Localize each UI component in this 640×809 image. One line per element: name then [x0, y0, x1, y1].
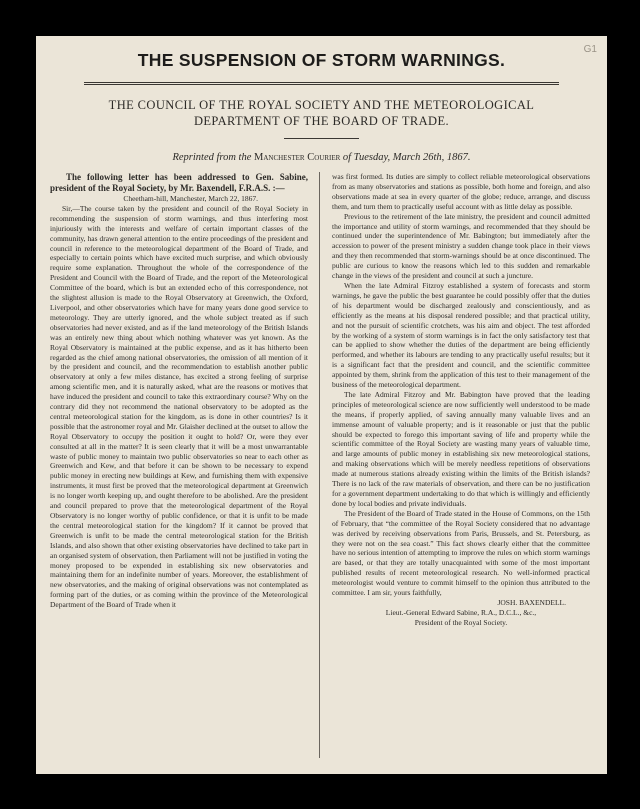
letter-intro: The following letter has been addressed to Gen. Sabine, president of the Royal Society, by Mr. Baxendell, F.R.A.S. :—	[50, 172, 308, 193]
letter-body-left: Sir,—The course taken by the president and council of the Royal Society in recommending the suspension of storm warnings, and thus interfering most injuriously with the interests and welfare of certain important classes of the community, has drawn general attention to the entire proceedings of the president and council in reference to the meteorological department of the Board of Trade, and especially to certain points which have excited much surprise, and which obviously require some explanation. Throughout the whole of the correspondence of the President and Council with the Board of Trade, and the report of the Meteorological Committee of the board, which is but an extended echo of this correspondence, not the slightest allusion is made to the Royal Observatory at Greenwich, the Oxford, Liverpool, and other observatories which have for many years done good service to meteorology. They are utterly ignored, and the whole subject treated as if such observatories had never existed, and as if the land meteorology of the British Islands was an entirely new thing about which nothing whatever was yet known. As the Royal Observatory is maintained at the public expense, and as it has hitherto been regarded as the chief among national observatories, the omission of all mention of it by the president and council, and the recommendation to establish another public observatory at only a few miles distance, has excited a strong feeling of surprise among scientific men, and it is naturally asked, what are the reasons or motives that have induced the president and council to take this extraordinary course? Why on the contrary did they not recommend the national observatory to be adopted as the central meteorological station for the kingdom, as is done in other countries? Is it possible that the astronomer royal and Mr. Glaisher declined at the outset to allow the Royal Observatory to occupy the position it ought to hold? Or, were they ever consulted at all in the matter? It is seen clearly that it will be a most unwarrantable waste of public money to maintain two public observatories so near to each other as Greenwich and Kew, and that before it can be shown to be necessary to expend public money in erecting new buildings at Kew, and furnishing them with expensive instruments, it must first be proved that the meteorological department at Greenwich is no longer worth keeping up, and ought therefore to be abolished. Are the president and council prepared to prove that the meteorological department of the Royal Observatory is no longer worthy of public confidence, or that it is unfit to be made the central meteorological station for the kingdom? If it cannot be proved that Greenwich is unfit to be made the central meteorological station for the British Islands, and also shown that other existing observatories have declined to take part in an organised system of observation, then Parliament will not be justified in voting the money proposed to be expended in establishing six new observatories and maintaining them for an indefinite number of years. Moreover, the establishment of new observatories, and the making of original observations was not contemplated as forming part of the duties, or as coming within the province of the Meteorological Department of the Board of Trade when it	[50, 203, 308, 610]
left-column	[50, 172, 308, 610]
letter-paragraph: When the late Admiral Fitzroy established a system of forecasts and storm warnings, he gave the public the best guarantee he could possibly offer that the duties of his department would be discharged zealously and conscientiously, and as efficiently as the means at his disposal rendered possible; and that practical utility, and not the pursuit of scientific crotchets, was his aim and object. The test afforded by the working of a system of storm warnings is in fact the only satisfactory test that can be applied to show whether the duties of the department are being efficiently performed, and whether its labours are tending to any practically useful results; but it is a significant fact that the president and council, and the scientific committee appointed by them, shrink from the application of this test to their management of the business of the meteorological department.	[332, 280, 590, 390]
letter-addressee-title: President of the Royal Society.	[414, 617, 508, 627]
letter-paragraph: Previous to the retirement of the late ministry, the president and council admitted the importance and utility of storm warnings, and recommended that they should be continued under the superintendence of Mr. Babington; but immediately after the accession to power of the present ministry a sudden change took place in their views and they then recommended that storm-warnings should be at once discontinued. The public are curious to know the reasons which led to this sudden and remarkable change in the views of the president and council at such a juncture.	[332, 211, 590, 281]
column-divider	[319, 172, 320, 758]
page-title: THE SUSPENSION OF STORM WARNINGS.	[137, 50, 506, 70]
letter-dateline: Cheetham-hill, Manchester, March 22, 1867.	[123, 194, 258, 203]
reprint-newspaper: Manchester Courier	[254, 152, 341, 163]
right-column	[332, 172, 590, 628]
letter-signature: JOSH. BAXENDELL.	[497, 597, 566, 607]
archive-mark: G1	[583, 44, 597, 55]
letter-paragraph: was first formed. Its duties are simply to collect reliable meteorological observations from as many observatories and stations as possible, both home and foreign, and also observations made at sea in every quarter of the globe; reduce, arrange, and discuss them, and turn them to practically useful account with as little delay as possible.	[332, 172, 590, 211]
reprint-line	[36, 152, 607, 163]
newspaper-page	[36, 36, 607, 774]
reprint-prefix: Reprinted from the	[172, 152, 252, 163]
letter-paragraph: The late Admiral Fitzroy and Mr. Babington have proved that the leading principles of meteorological science are now sufficiently well understood to be made the means, if properly applied, of saving annually many valuable lives and an immense amount of valuable property; and is it reasonable or just that the public should be expected to forego this important saving of life and property while the scientific committee of the Royal Society are wasting many years of valuable time, and large amounts of public money in establishing six new meteorological stations, and making observations which will be merely needless repetitions of observations made at numerous stations already existing within the limits of the British islands? There is no lack of the raw materials of observation, and there can be no justification for a government department undertaking to do that which is willingly and efficiently done by local bodies and private individuals.	[332, 389, 590, 508]
subtitle: THE COUNCIL OF THE ROYAL SOCIETY AND THE METEOROLOGICAL DEPARTMENT OF THE BOARD OF TRADE.	[108, 98, 535, 128]
reprint-suffix: of Tuesday, March 26th, 1867.	[342, 152, 471, 163]
title-rule	[84, 82, 559, 85]
letter-addressee: Lieut.-General Edward Sabine, R.A., D.C.L., &c.,	[385, 607, 537, 617]
letter-paragraph: The President of the Board of Trade stated in the House of Commons, on the 15th of February, that “the committee of the Royal Society considered that no advantage was derived by receiving observations from Paris, Brussels, and St. Petersburg, as they were not on the sea coast.” This fact shows clearly either that the committee have no serious intention of attempting to improve the rules on which storm warnings are based, or that they are totally unacquainted with some of the most important published results of recent meteorological research. No well-informed practical meteorologist would venture to commit himself to the opinion thus attributed to the committee. I am sir, yours faithfully,	[332, 508, 590, 598]
subtitle-rule	[284, 138, 359, 139]
